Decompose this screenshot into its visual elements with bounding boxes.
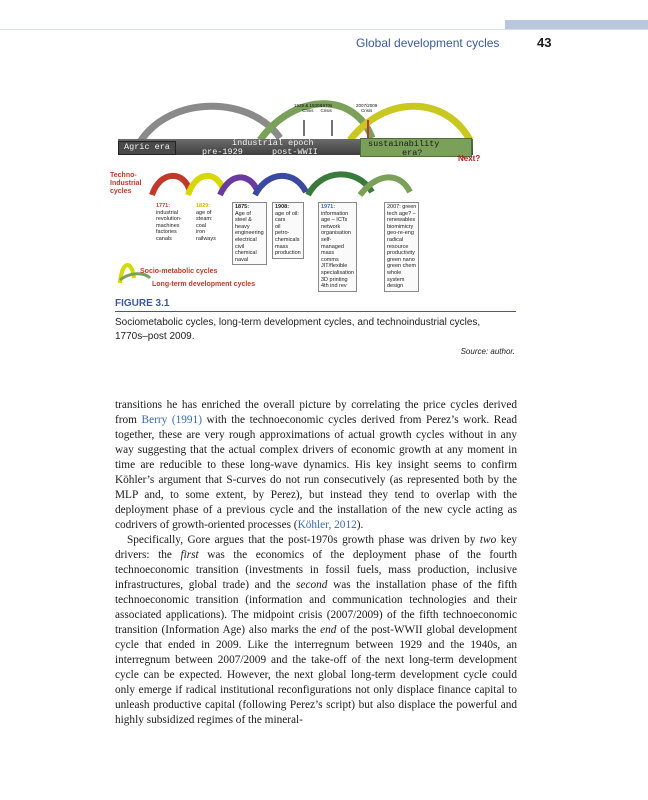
figure-rule [115,311,516,312]
post-wwii-label: post-WWII [272,147,318,157]
running-title: Global development cycles [356,36,500,50]
crisis-label-1: 1929 & 1930s Crisis [294,103,322,113]
citation-kohler[interactable]: Köhler, 2012 [297,519,357,531]
era-1971: 1971: information age – ICTs network organisation self- managed mass comms JIT/flexible specialisation 3D printing 4th ind rev [318,202,357,292]
techno-industrial-label: Techno- Industrial cycles [110,172,142,195]
next-label: Next? [458,154,481,163]
sustainability-label: sustainability [368,139,440,149]
agric-era-label: Agric era [124,142,170,152]
figure-label: FIGURE 3.1 [115,298,170,309]
pre-1929-label: pre-1929 [202,147,243,157]
crisis-label-2: 1970s Crisis [320,103,333,113]
paragraph-2: Specifically, Gore argues that the post-1970s growth phase was driven by two key drivers: the first was the economics of the deployment phase of the fourth technoeconomic transition (investments in fossil fuels, mass production, inclusive infrastructures, global trade) and the second was the installation phase of the fifth technoeconomic transition (information and communication technologies and their associated applications). The midpoint crisis (2007/2009) of the fifth technoeconomic transition (Information Age) also marks the end of the post-WWII global development cycle that ended in 2009. Like the interregnum between 1929 and the 1940s, an interregnum between 2007/2009 and the take-off of the next long-term development cycle can be expected. However, the next global long-term development cycle could only emerge if radical institutional reconfigurations not only displace finance capital to unleash productive capital (following Perez’s script) but also displace the powerful and highly subsidized regimes of the mineral- [115,534,518,726]
crisis-label-3: 2007/2009 Crisis [356,103,378,113]
body-text [115,398,517,728]
figure-caption: Sociometabolic cycles, long-term development cycles, and technoindustrial cycles, 1770s–post 2009. [115,317,481,342]
header-accent-bar [505,20,648,29]
techno-arc-6 [360,177,410,195]
techno-arc-3 [220,177,258,195]
page-number: 43 [537,35,552,50]
era-2007: 2007: green tech age? – renewables biomimicry geo-re-eng radical resource productivity green nano green chem whole system design [384,202,419,292]
techno-arc-4 [255,176,306,195]
era-label: era? [402,148,423,158]
era-1771: 1771: industrial revolution- machines factories canals [156,203,182,242]
era-1875: 1875: Age of steel & heavy engineering electrical civil chemical naval [232,202,267,265]
figure-3-1 [110,100,510,295]
techno-arc-1 [152,176,190,195]
era-1908: 1908: age of oil: cars oil petro- chemicals mass production [272,202,304,259]
legend-long-term: Long-term development cycles [152,281,256,288]
legend-socio-metabolic: Socio-metabolic cycles [140,268,218,275]
cycle-arcs-diagram [110,100,510,295]
era-1829: 1829: age of steam: coal iron railways [196,203,216,242]
paragraph-1: transitions he has enriched the overall picture by correlating the price cycles derived from Berry (1991) with the technoeconomic cycles derived from Perez’s work. Read together, these are very rough approximations of actual growth cycles without in any way suggesting that the actual complex drivers of economic growth at any moment in time are reducible to these long-wave dynamics. His key insight seems to confirm Köhler’s argument that S-curves do not run consecutively (as represented both by the MLP and, to some extent, by Perez), but instead they tend to overlap with the deployment phase of a previous cycle and the installation of the new cycle acting as codrivers of growth-oriented processes (Köhler, 2012). [115,399,517,531]
industrial-epoch-label: industrial epoch [232,138,314,148]
citation-berry[interactable]: Berry (1991) [141,414,202,426]
figure-source: Source: author. [460,347,515,356]
header-rule [0,29,648,30]
